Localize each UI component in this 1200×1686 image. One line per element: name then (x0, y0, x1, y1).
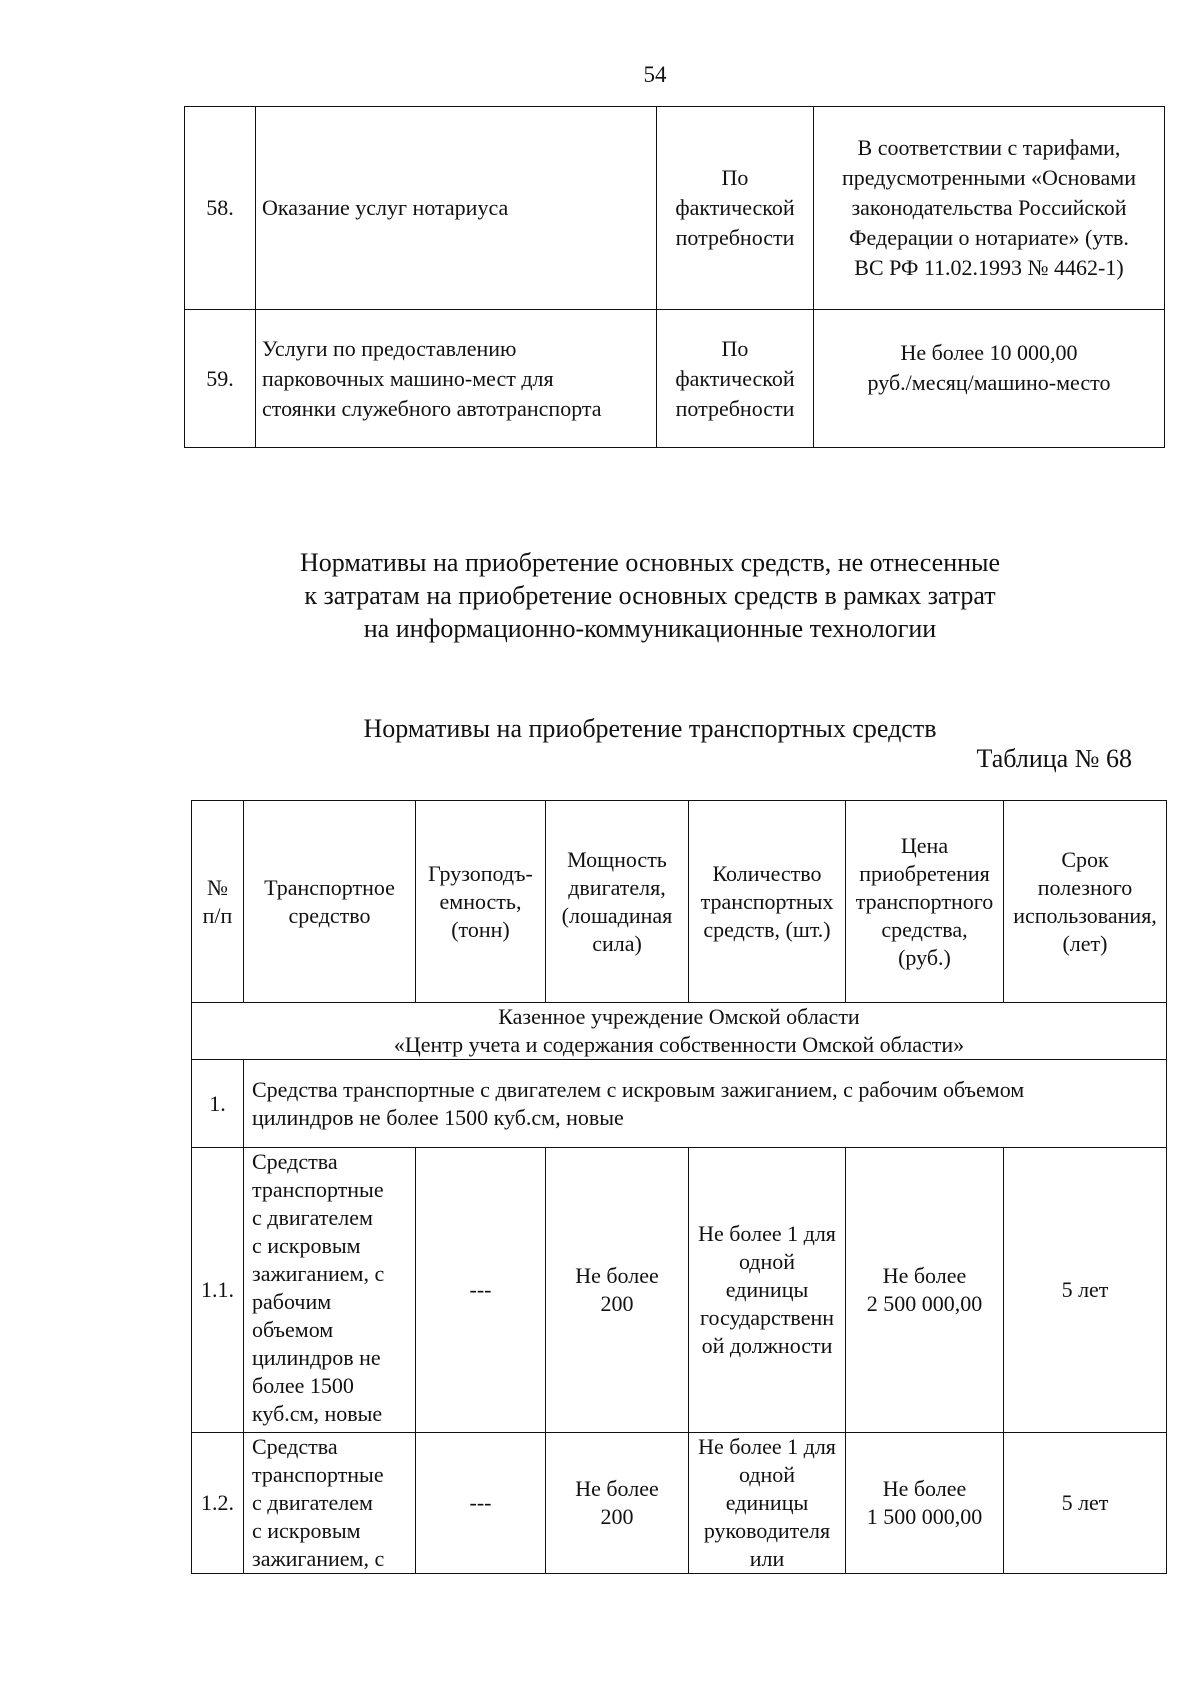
service-quantity: По фактической потребности (657, 310, 814, 448)
header-power: Мощность двигателя, (лошадиная сила) (546, 801, 689, 1003)
table-row (192, 1148, 1167, 1433)
vehicle-name: Средства транспортные с двигателем с искровым зажиганием, с (244, 1433, 416, 1574)
service-price: Не более 10 000,00 руб./месяц/машино-место (814, 310, 1165, 448)
organization-row (192, 1003, 1167, 1060)
header-quantity: Количество транспортных средств, (шт.) (689, 801, 846, 1003)
services-table (184, 106, 1165, 448)
service-name: Услуги по предоставлению парковочных машино-мест для стоянки служебного автотранспорта (256, 310, 657, 448)
row-number: 1.1. (192, 1148, 244, 1433)
engine-power: Не более 200 (546, 1148, 689, 1433)
row-number: 1.2. (192, 1433, 244, 1574)
table-label: Таблица № 68 (976, 744, 1132, 773)
header-capacity: Грузоподъ- емность, (тонн) (416, 801, 546, 1003)
group-row (192, 1060, 1167, 1148)
header-row (192, 801, 1167, 1003)
header-number: № п/п (192, 801, 244, 1003)
vehicle-quantity: Не более 1 для одной единицы государственн ой должности (689, 1148, 846, 1433)
subheading: Нормативы на приобретение транспортных средств (363, 714, 937, 743)
table-row (192, 1433, 1167, 1574)
group-number: 1. (192, 1060, 244, 1148)
page-number: 54 (643, 62, 667, 87)
organization-name: Казенное учреждение Омской области «Центр учета и содержания собственности Омской области» (192, 1003, 1167, 1060)
service-name: Оказание услуг нотариуса (256, 107, 657, 310)
engine-power: Не более 200 (546, 1433, 689, 1574)
capacity: --- (416, 1148, 546, 1433)
vehicle-price: Не более 2 500 000,00 (846, 1148, 1004, 1433)
table-row (185, 310, 1165, 448)
useful-life: 5 лет (1004, 1148, 1167, 1433)
vehicles-table (191, 800, 1167, 1574)
capacity: --- (416, 1433, 546, 1574)
header-term: Срок полезного использования, (лет) (1004, 801, 1167, 1003)
group-description: Средства транспортные с двигателем с искровым зажиганием, с рабочим объемом цилиндров не более 1500 куб.см, новые (244, 1060, 1167, 1148)
table-row (185, 107, 1165, 310)
useful-life: 5 лет (1004, 1433, 1167, 1574)
vehicle-price: Не более 1 500 000,00 (846, 1433, 1004, 1574)
row-number: 58. (185, 107, 256, 310)
vehicle-quantity: Не более 1 для одной единицы руководителя или (689, 1433, 846, 1574)
vehicle-name: Средства транспортные с двигателем с искровым зажиганием, с рабочим объемом цилиндров не более 1500 куб.см, новые (244, 1148, 416, 1433)
section-heading: Нормативы на приобретение основных средств, не отнесенные к затратам на приобретение основных средств в рамках затрат на информационно-коммуникационные технологии (299, 548, 1001, 643)
service-quantity: По фактической потребности (657, 107, 814, 310)
row-number: 59. (185, 310, 256, 448)
header-price: Цена приобретения транспортного средства, (руб.) (846, 801, 1004, 1003)
header-vehicle: Транспортное средство (244, 801, 416, 1003)
service-price: В соответствии с тарифами, предусмотренными «Основами законодательства Российской Федерации о нотариате» (утв. ВС РФ 11.02.1993 № 4462-1) (814, 107, 1165, 310)
